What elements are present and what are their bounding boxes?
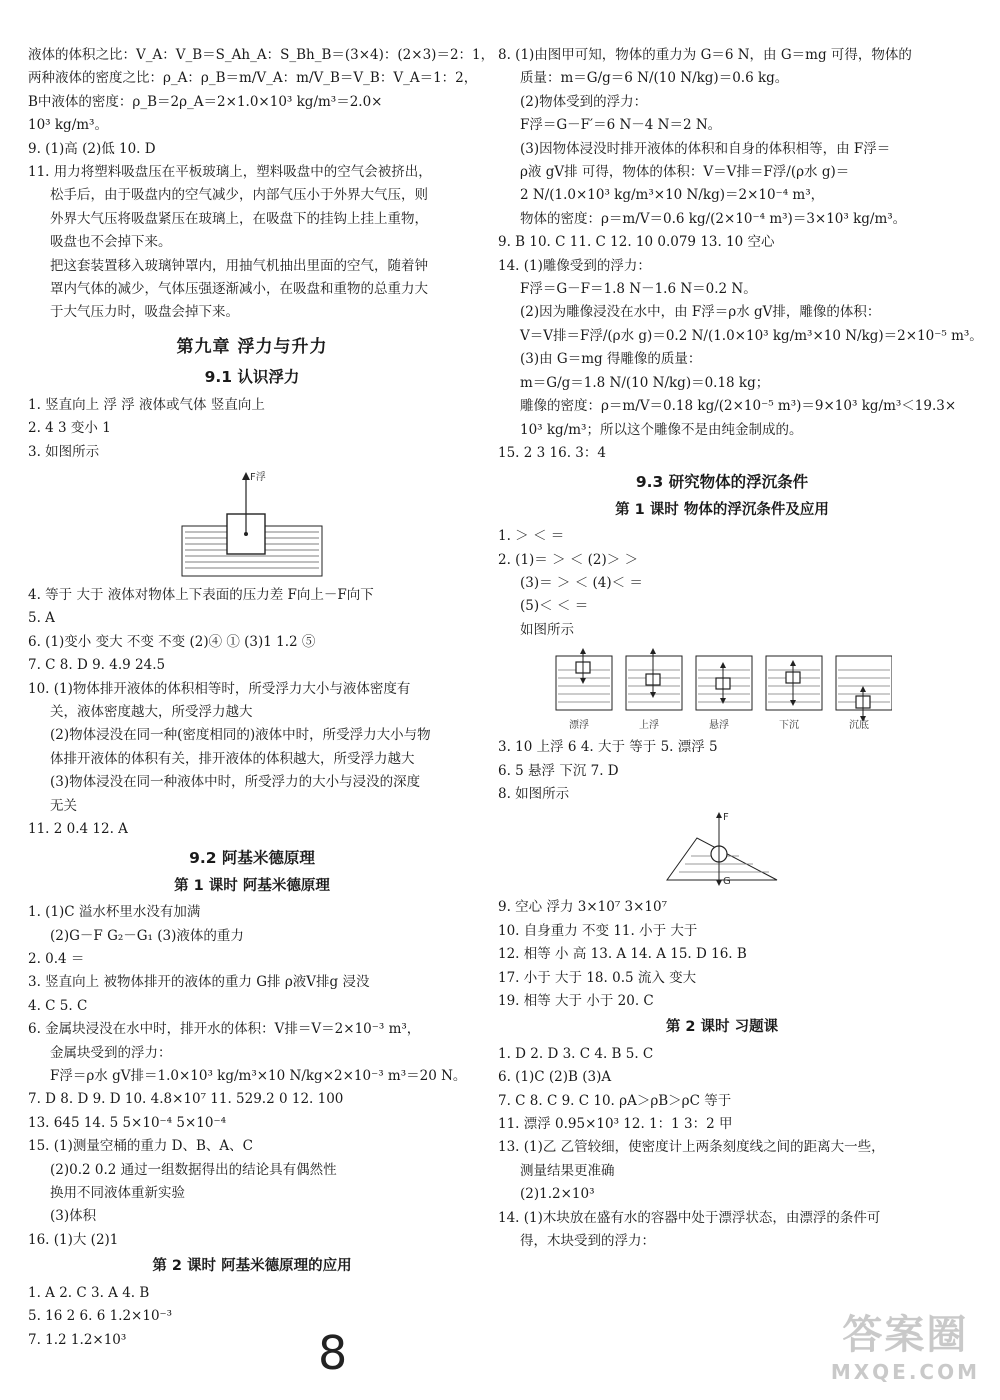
text-line: (2)G－F G₂－G₁ (3)液体的重力 [50,927,244,944]
answer-line: 13. 645 14. 5 5×10⁻⁴ 5×10⁻⁴ [28,1114,226,1131]
answer-line: 1. 竖直向上 浮 浮 液体或气体 竖直向上 [28,396,265,413]
incline-figure [657,810,787,892]
answer-line: 7. C 8. C 9. C 10. ρA＞ρB＞ρC 等于 [498,1092,732,1109]
answer-line: 11. 漂浮 0.95×10³ 12. 1：1 3：2 甲 [498,1116,733,1133]
text-line: ρ液 gV排 可得，物体的体积：V＝V排＝F浮/(ρ水 g)＝ [520,164,850,181]
answer-line: 1. D 2. D 3. C 4. B 5. C [498,1045,654,1062]
figure-caption: 下沉 [779,720,799,732]
figure-caption: 悬浮 [709,720,729,732]
text-line: 于大气压力时，吸盘会掉下来。 [50,304,239,321]
text-line: F浮＝ρ水 gV排＝1.0×10³ kg/m³×10 N/kg×2×10⁻³ m³＝20 N。 [50,1068,467,1085]
answer-line: 7. C 8. D 9. 4.9 24.5 [28,657,166,674]
section-title: 9.2 阿基米德原理 [189,849,315,868]
text-line: 液体的体积之比：V_A：V_B＝S_Ah_A：S_Bh_B＝(3×4)：(2×3)＝2：1， [28,47,495,63]
answer-line: 9. 空心 浮力 3×10⁷ 3×10⁷ [498,899,668,916]
answer-line: 16. (1)大 (2)1 [28,1231,119,1248]
text-line: m＝G/g＝1.8 N/(10 N/kg)＝0.18 kg； [520,374,770,391]
answer-line: 2. (1)＝ ＞ ＜ (2)＞ ＞ [498,551,639,568]
text-line: 得，木块受到的浮力： [520,1233,655,1250]
text-line: 关，液体密度越大，所受浮力越大 [50,703,253,720]
text-line: (2)因为雕像浸没在水中，由 F浮＝ρ水 gV排，雕像的体积： [520,304,881,321]
lesson-title: 第 2 课时 习题课 [665,1019,779,1036]
text-line: (3)＝ ＞ ＜ (4)＜ ＝ [520,574,643,591]
answer-line: 14. (1)木块放在盛有水的容器中处于漂浮状态，由漂浮的条件可 [498,1209,881,1226]
answer-line: 2. 4 3 变小 1 [28,420,111,437]
answer-line: 1. (1)C 溢水杯里水没有加满 [28,904,201,921]
answer-line: 13. (1)乙 乙管较细，使密度计上两条刻度线之间的距离大一些， [498,1139,885,1156]
answer-line: 17. 小于 大于 18. 0.5 流入 变大 [498,969,697,986]
answer-line: 19. 相等 大于 小于 20. C [498,993,654,1009]
answer-line: 7. 1.2 1.2×10³ [28,1331,127,1348]
text-line: 体排开液体的体积有关，排开液体的体积越大，所受浮力越大 [50,750,415,767]
text-line: (2)物体受到的浮力： [520,93,648,110]
answer-line: 11. 用力将塑料吸盘压在平板玻璃上，塑料吸盘中的空气会被挤出， [28,164,432,181]
answer-line: 14. (1)雕像受到的浮力： [498,257,651,274]
answer-line: 5. 16 2 6. 6 1.2×10⁻³ [28,1308,173,1325]
text-line: 雕像的密度：ρ＝m/V＝0.18 kg/(2×10⁻⁵ m³)＝9×10³ kg/m³＜19.3× [520,398,957,415]
answer-line: 10. (1)物体排开液体的体积相等时，所受浮力大小与液体密度有 [28,680,411,697]
answer-line: 3. 如图所示 [28,443,100,460]
text-line: 松手后，由于吸盘内的空气减少，内部气压小于外界大气压，则 [50,187,428,204]
text-line: 两种液体的密度之比：ρ_A：ρ_B＝m/V_A：m/V_B＝V_B：V_A＝1：2， [28,70,478,87]
text-line: (3)因物体浸没时排开液体的体积和自身的体积相等，由 F浮＝ [520,140,891,157]
text-line: 无关 [50,797,77,814]
answer-line: 6. (1)C (2)B (3)A [498,1069,612,1086]
text-line: 换用不同液体重新实验 [50,1185,185,1202]
text-line: 罩内气体的减少，气体压强逐渐减小，在吸盘和重物的总重力大 [50,281,428,298]
figure-caption: 上浮 [639,720,659,732]
answer-line: 9. (1)高 (2)低 10. D [28,140,156,157]
answer-line: 5. A [28,610,55,627]
answer-line: 3. 竖直向上 被物体排开的液体的重力 G排 ρ液V排g 浸没 [28,974,370,991]
answer-line: 10. 自身重力 不变 11. 小于 大于 [498,922,698,939]
text-line: 物体的密度：ρ＝m/V＝0.6 kg/(2×10⁻⁴ m³)＝3×10³ kg/m³。 [520,210,907,227]
answer-line: 3. 10 上浮 6 4. 大于 等于 5. 漂浮 5 [498,739,718,756]
section-title: 9.3 研究物体的浮沉条件 [635,473,809,492]
right-column [498,44,983,1253]
answer-line: 15. (1)测量空桶的重力 D、B、A、C [28,1138,253,1155]
watermark-title: 答案圈 [842,1312,969,1358]
answer-line: 1. ＞ ＜ ＝ [498,528,565,545]
text-line: 外界大气压将吸盘紧压在玻璃上，在吸盘下的挂钩上挂上重物， [50,210,428,227]
text-line: (3)由 G＝mg 得雕像的质量： [520,351,702,368]
text-line: 测量结果更准确 [520,1162,615,1179]
text-line: 把这套装置移入玻璃钟罩内，用抽气机抽出里面的空气，随着钟 [50,257,428,274]
answer-line: 4. C 5. C [28,997,88,1014]
text-line: (3)体积 [50,1208,97,1225]
answer-line: 6. 5 悬浮 下沉 7. D [498,762,619,779]
left-column [28,44,495,1352]
answer-line: 15. 2 3 16. 3：4 [498,444,606,461]
text-line: 吸盘也不会掉下来。 [50,234,172,251]
answer-line: 8. 如图所示 [498,785,570,802]
watermark-url: MXQE.COM [830,1360,980,1384]
answer-line: 6. (1)变小 变大 不变 不变 (2)④ ① (3)1 1.2 ⑤ [28,633,316,650]
answer-line: 12. 相等 小 高 13. A 14. A 15. D 16. B [498,946,747,963]
answer-line: 1. A 2. C 3. A 4. B [28,1284,150,1301]
text-line: V＝V排＝F浮/(ρ水 g)＝0.2 N/(1.0×10³ kg/m³×10 N/kg)＝2×10⁻⁵ m³。 [520,327,983,344]
text-line: B中液体的密度：ρ_B＝2ρ_A＝2×1.0×10³ kg/m³＝2.0× [28,93,383,110]
float-sink-figure [552,646,892,732]
lesson-title: 第 2 课时 阿基米德原理的应用 [152,1258,352,1275]
text-line: 金属块受到的浮力： [50,1044,172,1061]
text-line: F浮＝G－F＝1.8 N－1.6 N＝0.2 N。 [520,281,757,298]
text-line: 10³ kg/m³。 [28,117,108,134]
force-label: G [723,876,731,888]
answer-line: 9. B 10. C 11. C 12. 10 0.079 13. 10 空心 [498,234,775,251]
text-line: (3)物体浸没在同一种液体中时，所受浮力的大小与浸没的深度 [50,774,421,791]
text-line: 质量：m＝G/g＝6 N/(10 N/kg)＝0.6 kg。 [520,70,789,87]
answer-line: 8. (1)由图甲可知，物体的重力为 G＝6 N，由 G＝mg 可得，物体的 [498,47,912,63]
text-line: (5)＜ ＜ ＝ [520,598,589,615]
text-line: (2)1.2×10³ [520,1186,595,1203]
watermark-logo [831,1303,980,1384]
force-label: F浮 [250,471,266,483]
section-title: 9.1 认识浮力 [204,368,300,387]
answer-line: 6. 金属块浸没在水中时，排开水的体积：V排＝V＝2×10⁻³ m³， [28,1021,421,1038]
lesson-title: 第 1 课时 阿基米德原理 [174,877,330,894]
answer-line: 4. 等于 大于 液体对物体上下表面的压力差 F向上－F向下 [28,586,374,603]
answer-line: 11. 2 0.4 12. A [28,820,128,837]
figure-caption: 沉底 [849,720,869,732]
text-line: (2)0.2 0.2 通过一组数据得出的结论具有偶然性 [50,1161,337,1178]
text-line: (2)物体浸没在同一种(密度相同的)液体中时，所受浮力大小与物 [50,727,431,744]
buoyancy-figure [177,468,327,580]
answer-line: 7. D 8. D 9. D 10. 4.8×10⁷ 11. 529.2 0 12. 100 [28,1091,344,1108]
chapter-title: 第九章 浮力与升力 [176,336,328,357]
text-line: F浮＝G－F′＝6 N－4 N＝2 N。 [520,117,722,134]
page-number: 8 [318,1326,348,1380]
text-line: 2 N/(1.0×10³ kg/m³×10 N/kg)＝2×10⁻⁴ m³， [520,187,825,204]
text-line: 10³ kg/m³；所以这个雕像不是由纯金制成的。 [520,421,803,438]
text-line: 如图所示 [520,621,574,638]
figure-caption: 漂浮 [569,720,589,732]
lesson-title: 第 1 课时 物体的浮沉条件及应用 [615,501,829,518]
answer-line: 2. 0.4 ＝ [28,951,85,967]
force-label: F [723,812,729,824]
